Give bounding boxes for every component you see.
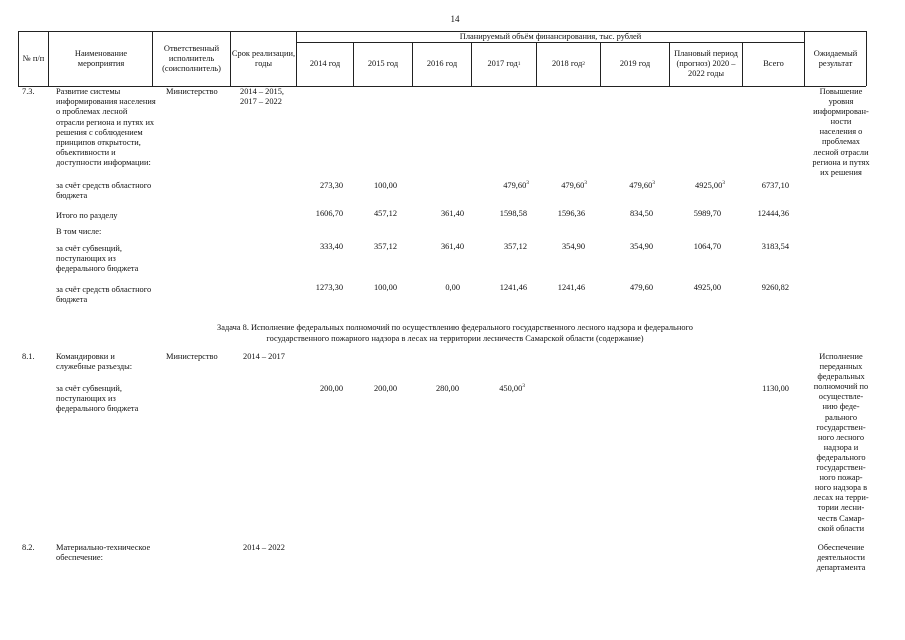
row-8-1-subsidies-name: за счёт субвенций, поступающих из федерального бюджета — [56, 384, 139, 414]
subsidies-name: за счёт субвенций, поступающих из федерального бюджета — [56, 244, 139, 274]
cell-total: 1130,00 — [762, 384, 789, 393]
row-7-3-executor: Министерство — [166, 87, 218, 96]
cell-2014: 273,30 — [319, 181, 343, 190]
cell-2014: 1273,30 — [315, 283, 343, 292]
row-7-3-regional-name: за счёт средств областного бюджета — [56, 181, 152, 201]
header-2015: 2015 год — [367, 59, 399, 68]
row-8-1-name: Командировки и служебные разъезды: — [56, 352, 133, 372]
cell-2016: 361,40 — [440, 209, 464, 218]
cell-total: 6737,10 — [761, 181, 789, 190]
row-8-2-name: Материально-техническое обеспечение: — [56, 543, 151, 563]
cell-2019: 834,50 — [629, 209, 653, 218]
header-funding-title: Планируемый объём финансирования, тыс. рублей — [459, 31, 642, 41]
header-2017: 2017 год 1 — [487, 59, 521, 68]
header-2016: 2016 год — [426, 59, 458, 68]
cell-2017: 357,12 — [503, 242, 527, 251]
row-7-3-name: Развитие системы информирования населения о проблемах лесной отрасли региона и путях их решения с соблюдением принципов открытости, объективности и доступности информации: — [56, 87, 156, 168]
cell-2015: 357,12 — [373, 242, 397, 251]
cell-2018: 354,90 — [561, 242, 585, 251]
cell-2017: 1241,46 — [499, 283, 527, 292]
header-result: Ожидаемый результат — [813, 48, 858, 68]
cell-2014: 200,00 — [319, 384, 343, 393]
cell-2019: 479,60$^3$ — [629, 180, 655, 190]
row-8-1-num: 8.1. — [22, 352, 35, 361]
header-period: Срок реализации, годы — [231, 48, 296, 68]
cell-total: 9260,82 — [761, 283, 789, 292]
row-7-3-period: 2014 – 2015, 2017 – 2022 — [240, 87, 284, 107]
row-8-1-executor: Министерство — [166, 352, 218, 361]
cell-2015: 457,12 — [373, 209, 397, 218]
cell-2017: 1598,58 — [499, 209, 527, 218]
header-executor: Ответственный исполнитель (соисполнитель) — [162, 43, 221, 73]
cell-2018: 479,60$^3$ — [561, 180, 587, 190]
including-label: В том числе: — [56, 227, 102, 236]
header-plan: Плановый период (прогноз) 2020 – 2022 годы — [674, 49, 738, 78]
cell-2017: 479,60$^3$ — [503, 180, 529, 190]
cell-plan: 5989,70 — [693, 209, 721, 218]
cell-2016: 280,00 — [435, 384, 459, 393]
cell-2016: 0,00 — [445, 283, 460, 292]
row-8-2-result: Обеспечение деятельности департамента — [816, 543, 866, 573]
row-8-2-num: 8.2. — [22, 543, 35, 552]
cell-2015: 100,00 — [373, 283, 397, 292]
row-7-3-num: 7.3. — [22, 87, 35, 96]
header-2019: 2019 год — [619, 59, 651, 68]
header-total: Всего — [763, 59, 784, 68]
header-name: Наименование мероприятия — [74, 48, 128, 68]
cell-plan: 1064,70 — [693, 242, 721, 251]
task-8-heading: Задача 8. Исполнение федеральных полномочий по осуществлению федерального государственного лесного надзора и федерального государственного пожарного надзора в лесах на территории лесничеств Самарской области (содержание) — [217, 323, 693, 343]
cell-total: 12444,36 — [757, 209, 789, 218]
cell-plan: 4925,00$^3$ — [695, 180, 725, 190]
cell-2018: 1596,36 — [557, 209, 585, 218]
cell-2019: 479,60 — [629, 283, 653, 292]
cell-2014: 333,40 — [319, 242, 343, 251]
row-8-2-period: 2014 – 2022 — [243, 543, 285, 552]
cell-2015: 100,00 — [373, 181, 397, 190]
cell-2014: 1606,70 — [315, 209, 343, 218]
cell-2016: 361,40 — [440, 242, 464, 251]
page-number: 14 — [450, 14, 460, 24]
cell-2019: 354,90 — [629, 242, 653, 251]
regional-name: за счёт средств областного бюджета — [56, 285, 152, 305]
cell-2017: 450,00$^3$ — [499, 383, 525, 393]
header-num: № п/п — [22, 53, 45, 63]
cell-total: 3183,54 — [761, 242, 789, 251]
header-2018: 2018 год 2 — [551, 59, 586, 68]
row-8-1-result: Исполнение переданных федеральных полномочий по осуществле-нию феде-рального государствен-ного лесного надзора и федерального государствен-ного пожар-ного надзора в лесах на терри-тории лесни-честв Самар-ской области — [813, 352, 869, 533]
cell-2018: 1241,46 — [557, 283, 585, 292]
row-7-3-result: Повышение уровня информирован-ности населения о проблемах лесной отрасли региона и путях их решения — [812, 87, 870, 177]
row-8-1-period: 2014 – 2017 — [243, 352, 285, 361]
header-2014: 2014 год — [309, 59, 341, 68]
total-section-label: Итого по разделу — [56, 211, 118, 220]
cell-plan: 4925,00 — [693, 283, 721, 292]
cell-2015: 200,00 — [373, 384, 397, 393]
